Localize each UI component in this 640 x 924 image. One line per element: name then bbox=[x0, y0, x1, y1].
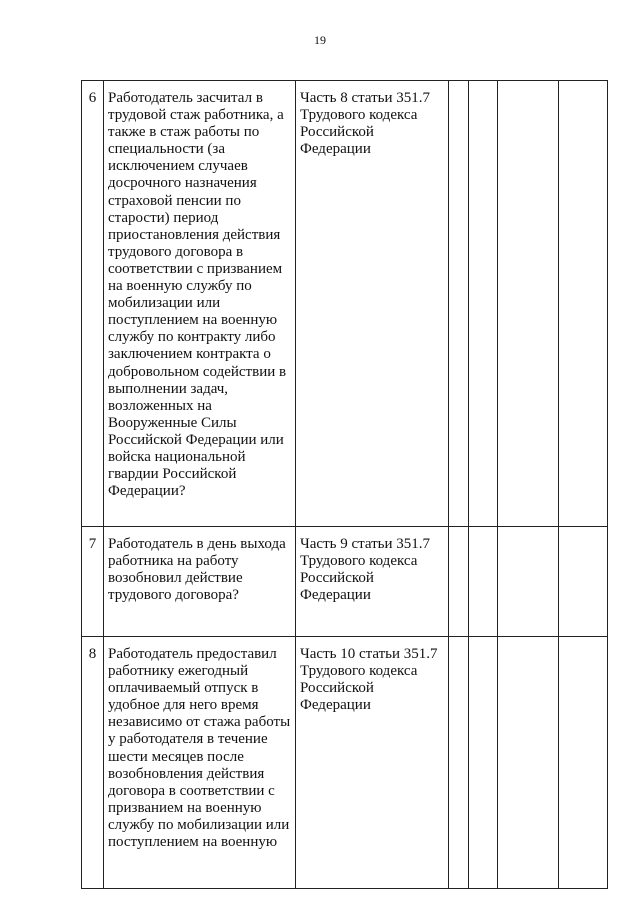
table-row bbox=[82, 81, 608, 527]
answer-cell-not-applicable bbox=[498, 81, 559, 527]
question-text: Работодатель в день выхода работника на работу возобновил действие трудового договора? bbox=[108, 536, 286, 604]
answer-cell-yes bbox=[449, 81, 469, 527]
row-number: 6 bbox=[82, 81, 104, 527]
table-row bbox=[82, 637, 608, 889]
legal-reference-cell bbox=[296, 81, 449, 527]
notes-cell bbox=[559, 637, 608, 889]
question-cell bbox=[104, 637, 296, 889]
row-number: 8 bbox=[82, 637, 104, 889]
question-text: Работодатель засчитал в трудовой стаж работника, а также в стаж работы по специальности (за исключением случаев досрочного назначения страховой пенсии по старости) период приостановления действия трудового договора в соответствии с призванием на военную службу по мобилизации или поступлением на военную службу по контракту либо заключением контракта о добровольном содействии в выполнении задач, возложенных на Вооруженные Силы Российской Федерации или войска национальной гвардии Российской Федерации? bbox=[108, 90, 287, 500]
answer-cell-not-applicable bbox=[498, 637, 559, 889]
answer-cell-no bbox=[469, 81, 498, 527]
answer-cell-no bbox=[469, 527, 498, 637]
answer-cell-no bbox=[469, 637, 498, 889]
legal-reference-text: Часть 9 статьи 351.7 Трудового кодекса Российской Федерации bbox=[300, 536, 431, 604]
legal-reference-text: Часть 8 статьи 351.7 Трудового кодекса Российской Федерации bbox=[300, 90, 431, 158]
legal-reference-cell bbox=[296, 637, 449, 889]
legal-reference-cell bbox=[296, 527, 449, 637]
question-text: Работодатель предоставил работнику ежегодный оплачиваемый отпуск в удобное для него время независимо от стажа работы у работодателя в течение шести месяцев после возобновления действия договора в соответствии с призванием на военную службу по мобилизации или поступлением на военную bbox=[108, 646, 291, 851]
notes-cell bbox=[559, 527, 608, 637]
row-number: 7 bbox=[82, 527, 104, 637]
legal-reference-text: Часть 10 статьи 351.7 Трудового кодекса Российской Федерации bbox=[300, 646, 438, 714]
answer-cell-yes bbox=[449, 637, 469, 889]
answer-cell-yes bbox=[449, 527, 469, 637]
question-cell bbox=[104, 81, 296, 527]
answer-cell-not-applicable bbox=[498, 527, 559, 637]
question-cell bbox=[104, 527, 296, 637]
checklist-table bbox=[81, 80, 608, 889]
table-row bbox=[82, 527, 608, 637]
page-number: 19 bbox=[314, 33, 326, 47]
notes-cell bbox=[559, 81, 608, 527]
